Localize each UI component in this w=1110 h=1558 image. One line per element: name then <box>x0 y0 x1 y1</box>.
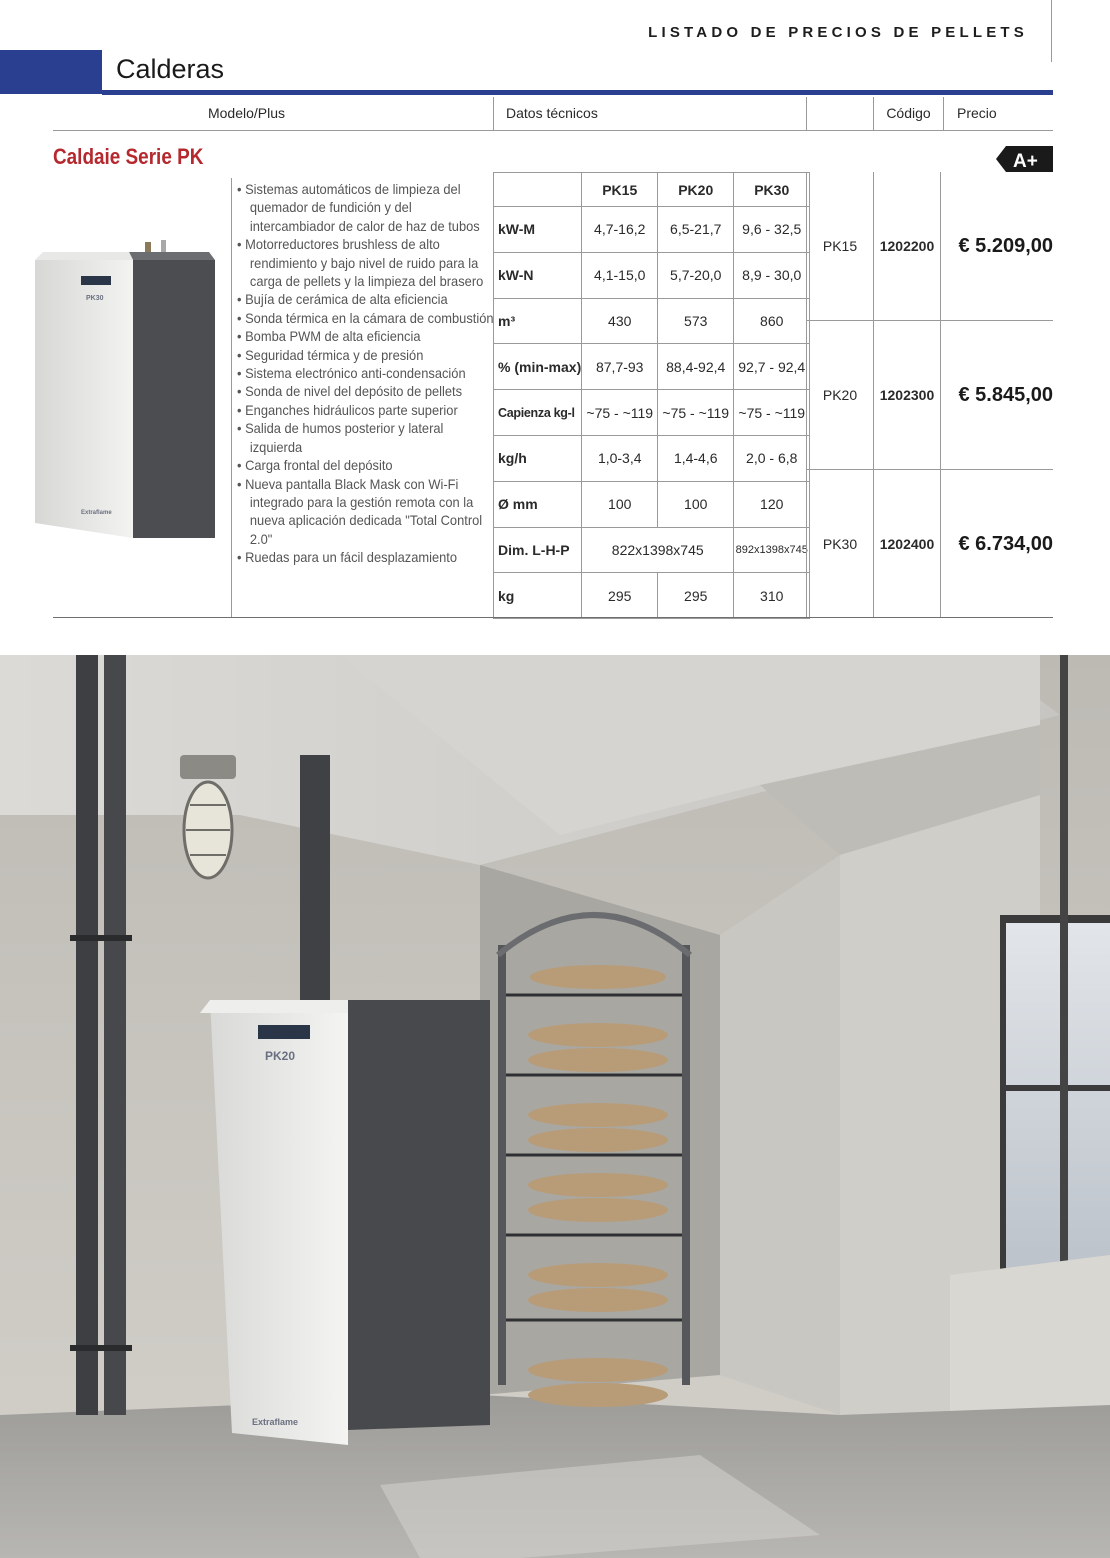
spec-row-label: kW-N <box>494 252 582 298</box>
spec-row <box>494 435 810 481</box>
column-headers <box>53 97 1053 131</box>
spec-row-label: kg <box>494 573 582 619</box>
spec-header-cell: PK15 <box>582 173 658 207</box>
spec-row <box>494 390 810 436</box>
column-header-precio: Precio <box>943 97 1053 130</box>
feature-item: • Sistemas automáticos de limpieza del quemador de fundición y del intercambiador de calor de haz de tubos <box>237 180 496 235</box>
spec-cell: 892x1398x745 <box>734 527 810 573</box>
photo-brand-label: Extraflame <box>252 1417 299 1427</box>
feature-item: • Bomba PWM de alta eficiencia <box>237 327 496 345</box>
thumb-model-label: PK30 <box>86 295 104 302</box>
spec-table <box>493 172 810 619</box>
spec-cell: ~75 - ~119 <box>582 390 658 436</box>
column-header-datos: Datos técnicos <box>493 97 806 130</box>
spec-row-label: Ø mm <box>494 481 582 527</box>
photo-model-label: PK20 <box>265 1049 296 1063</box>
spec-header-row <box>494 173 810 207</box>
spec-row <box>494 344 810 390</box>
energy-class-label: A+ <box>1013 151 1038 172</box>
boiler-room-image <box>0 655 1110 1558</box>
spec-row <box>494 481 810 527</box>
spec-row <box>494 252 810 298</box>
spec-header-cell: PK30 <box>734 173 810 207</box>
spec-row <box>494 207 810 253</box>
spec-row-label: Capienza kg-l <box>494 390 582 436</box>
spec-cell: 295 <box>658 573 734 619</box>
spec-cell: ~75 - ~119 <box>734 390 810 436</box>
feature-item: • Nueva pantalla Black Mask con Wi-Fi integrado para la gestión remota con la nueva aplicación dedicada "Total Control 2.0" <box>237 475 496 549</box>
section-color-block <box>0 50 102 94</box>
feature-item: • Sonda térmica en la cámara de combustión <box>237 309 496 327</box>
model-name: PK15 <box>806 172 873 320</box>
model-price: € 5.845,00 <box>940 321 1053 469</box>
model-code: 1202300 <box>873 321 940 469</box>
spec-cell: 100 <box>658 481 734 527</box>
feature-item: • Salida de humos posterior y lateral izquierda <box>237 419 496 456</box>
spec-cell: 860 <box>734 298 810 344</box>
column-header-blank <box>806 97 873 130</box>
model-name: PK30 <box>806 470 873 618</box>
spec-row-label: m³ <box>494 298 582 344</box>
model-price: € 5.209,00 <box>940 172 1053 320</box>
spec-cell: 87,7-93 <box>582 344 658 390</box>
spec-cell: 310 <box>734 573 810 619</box>
model-price-row <box>806 470 1053 618</box>
page-title: LISTADO DE PRECIOS DE PELLETS <box>648 24 1028 41</box>
spec-cell: 4,7-16,2 <box>582 207 658 253</box>
feature-list <box>231 178 493 618</box>
spec-cell: 120 <box>734 481 810 527</box>
feature-item: • Motorreductores brushless de alto rendimiento y bajo nivel de ruido para la carga de pellets y la limpieza del brasero <box>237 235 496 290</box>
spec-cell: 88,4-92,4 <box>658 344 734 390</box>
spec-cell: 100 <box>582 481 658 527</box>
series-title: Caldaie Serie PK <box>53 144 204 169</box>
spec-cell: 1,4-4,6 <box>658 435 734 481</box>
feature-item: • Bujía de cerámica de alta eficiencia <box>237 290 496 308</box>
model-price: € 6.734,00 <box>940 470 1053 618</box>
spec-header-blank <box>494 173 582 207</box>
spec-cell: 573 <box>658 298 734 344</box>
boiler-thumbnail-image <box>33 238 223 538</box>
spec-row <box>494 527 810 573</box>
spec-cell: 6,5-21,7 <box>658 207 734 253</box>
spec-row <box>494 573 810 619</box>
spec-row-label: Dim. L-H-P <box>494 527 582 573</box>
feature-item: • Sistema electrónico anti-condensación <box>237 364 496 382</box>
spec-cell: 822x1398x745 <box>582 527 734 573</box>
spec-cell: 1,0-3,4 <box>582 435 658 481</box>
section-title: Calderas <box>116 54 225 84</box>
thumb-brand-label: Extraflame <box>81 510 112 516</box>
model-name: PK20 <box>806 321 873 469</box>
spec-row-label: kW-M <box>494 207 582 253</box>
spec-cell: 295 <box>582 573 658 619</box>
section-band <box>0 50 1053 97</box>
model-code: 1202200 <box>873 172 940 320</box>
column-header-modelo: Modelo/Plus <box>207 105 286 121</box>
column-header-codigo: Código <box>873 97 943 130</box>
spec-cell: 9,6 - 32,5 <box>734 207 810 253</box>
spec-cell: 5,7-20,0 <box>658 252 734 298</box>
model-price-row <box>806 321 1053 470</box>
spec-row-label: % (min-max) <box>494 344 582 390</box>
spec-cell: 2,0 - 6,8 <box>734 435 810 481</box>
model-price-list <box>806 172 1053 618</box>
spec-cell: 430 <box>582 298 658 344</box>
spec-row-label: kg/h <box>494 435 582 481</box>
spec-row <box>494 298 810 344</box>
section-underline <box>102 90 1053 95</box>
spec-cell: 92,7 - 92,4 <box>734 344 810 390</box>
spec-cell: 8,9 - 30,0 <box>734 252 810 298</box>
model-code: 1202400 <box>873 470 940 618</box>
feature-item: • Seguridad térmica y de presión <box>237 346 496 364</box>
spec-cell: ~75 - ~119 <box>658 390 734 436</box>
table-bottom-rule <box>53 617 1053 618</box>
spec-cell: 4,1-15,0 <box>582 252 658 298</box>
model-price-row <box>806 172 1053 321</box>
feature-item: • Sonda de nivel del depósito de pellets <box>237 382 496 400</box>
feature-item: • Carga frontal del depósito <box>237 456 496 474</box>
feature-item: • Enganches hidráulicos parte superior <box>237 401 496 419</box>
feature-item: • Ruedas para un fácil desplazamiento <box>237 548 496 566</box>
page-header <box>0 24 1110 44</box>
room-photo <box>0 655 1110 1558</box>
energy-class-badge <box>996 146 1053 172</box>
spec-header-cell: PK20 <box>658 173 734 207</box>
